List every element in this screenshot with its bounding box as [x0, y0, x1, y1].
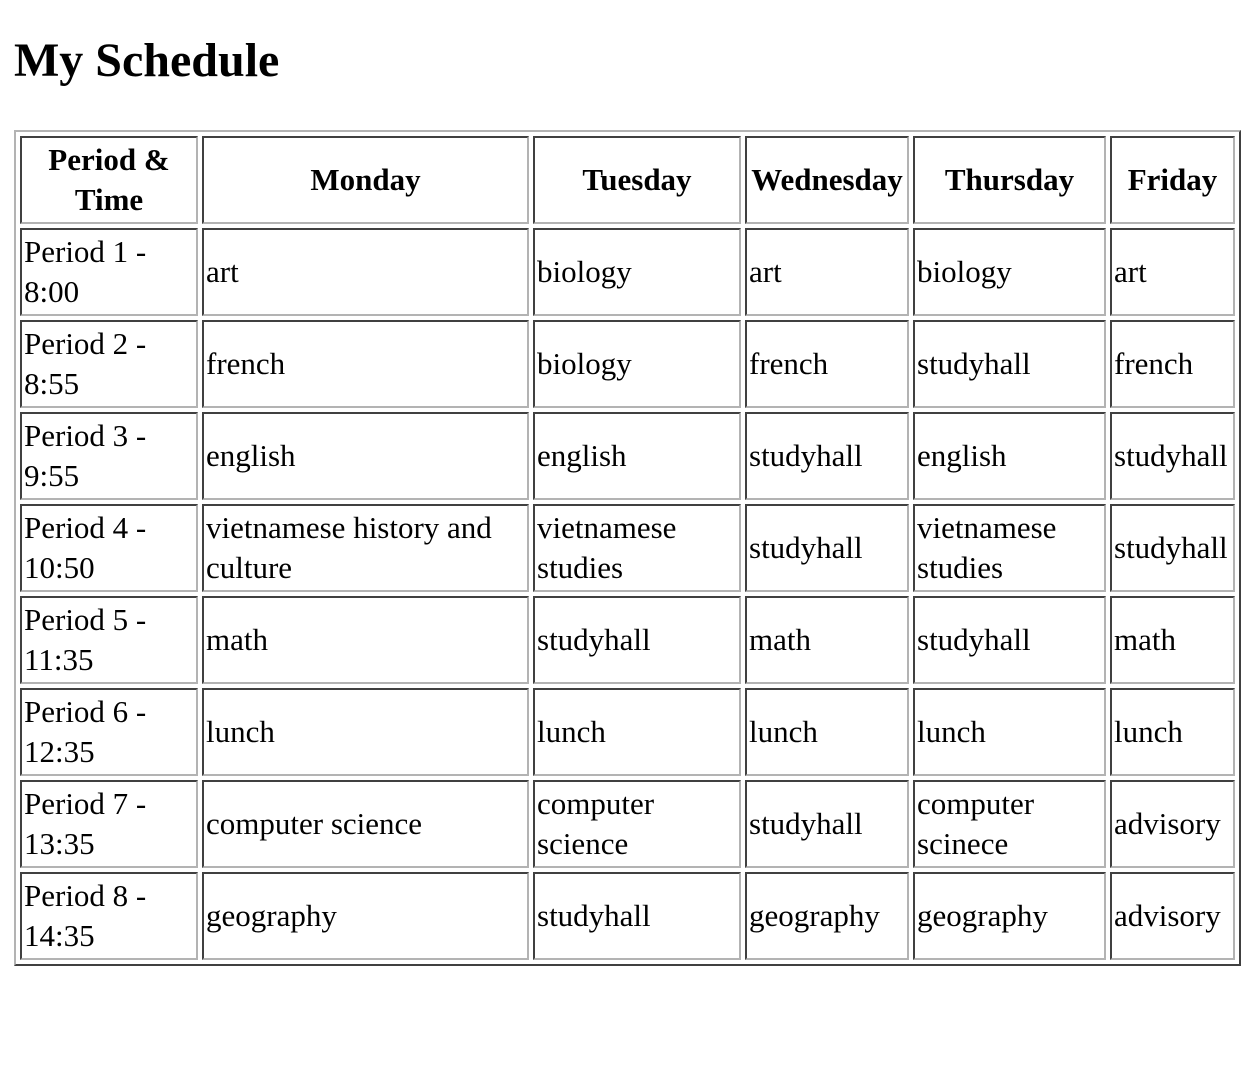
table-cell: math [1110, 596, 1235, 684]
period-cell: Period 5 - 11:35 [20, 596, 198, 684]
header-tuesday: Tuesday [533, 136, 741, 224]
table-cell: lunch [745, 688, 909, 776]
table-cell: art [1110, 228, 1235, 316]
table-cell: geography [913, 872, 1106, 960]
table-row [20, 780, 1235, 868]
table-cell: lunch [913, 688, 1106, 776]
table-cell: computer science [533, 780, 741, 868]
table-cell: studyhall [1110, 504, 1235, 592]
table-cell: art [202, 228, 529, 316]
table-cell: english [202, 412, 529, 500]
table-cell: french [745, 320, 909, 408]
table-cell: studyhall [1110, 412, 1235, 500]
table-cell: art [745, 228, 909, 316]
table-cell: advisory [1110, 872, 1235, 960]
table-cell: geography [202, 872, 529, 960]
schedule-table [14, 130, 1241, 966]
header-thursday: Thursday [913, 136, 1106, 224]
table-cell: biology [533, 228, 741, 316]
table-cell: biology [533, 320, 741, 408]
table-row [20, 872, 1235, 960]
table-cell: vietnamese history and culture [202, 504, 529, 592]
table-cell: studyhall [913, 320, 1106, 408]
period-cell: Period 2 - 8:55 [20, 320, 198, 408]
table-row [20, 504, 1235, 592]
table-cell: studyhall [913, 596, 1106, 684]
table-cell: vietnamese studies [533, 504, 741, 592]
table-cell: advisory [1110, 780, 1235, 868]
period-cell: Period 7 - 13:35 [20, 780, 198, 868]
table-cell: studyhall [745, 504, 909, 592]
table-cell: lunch [533, 688, 741, 776]
table-cell: geography [745, 872, 909, 960]
table-cell: lunch [1110, 688, 1235, 776]
period-cell: Period 6 - 12:35 [20, 688, 198, 776]
table-cell: biology [913, 228, 1106, 316]
table-row [20, 320, 1235, 408]
header-monday: Monday [202, 136, 529, 224]
table-cell: computer scinece [913, 780, 1106, 868]
table-cell: studyhall [745, 780, 909, 868]
period-cell: Period 3 - 9:55 [20, 412, 198, 500]
table-cell: studyhall [745, 412, 909, 500]
table-header-row [20, 136, 1235, 224]
table-cell: studyhall [533, 596, 741, 684]
page-title: My Schedule [14, 34, 280, 87]
table-cell: french [1110, 320, 1235, 408]
table-row [20, 412, 1235, 500]
table-cell: math [745, 596, 909, 684]
table-cell: math [202, 596, 529, 684]
period-cell: Period 1 - 8:00 [20, 228, 198, 316]
header-wednesday: Wednesday [745, 136, 909, 224]
table-cell: french [202, 320, 529, 408]
table-cell: computer science [202, 780, 529, 868]
table-cell: english [913, 412, 1106, 500]
table-row [20, 688, 1235, 776]
period-cell: Period 4 - 10:50 [20, 504, 198, 592]
table-cell: lunch [202, 688, 529, 776]
table-cell: studyhall [533, 872, 741, 960]
period-cell: Period 8 - 14:35 [20, 872, 198, 960]
table-cell: vietnamese studies [913, 504, 1106, 592]
header-period-time: Period & Time [20, 136, 198, 224]
header-friday: Friday [1110, 136, 1235, 224]
table-row [20, 596, 1235, 684]
table-cell: english [533, 412, 741, 500]
table-row [20, 228, 1235, 316]
